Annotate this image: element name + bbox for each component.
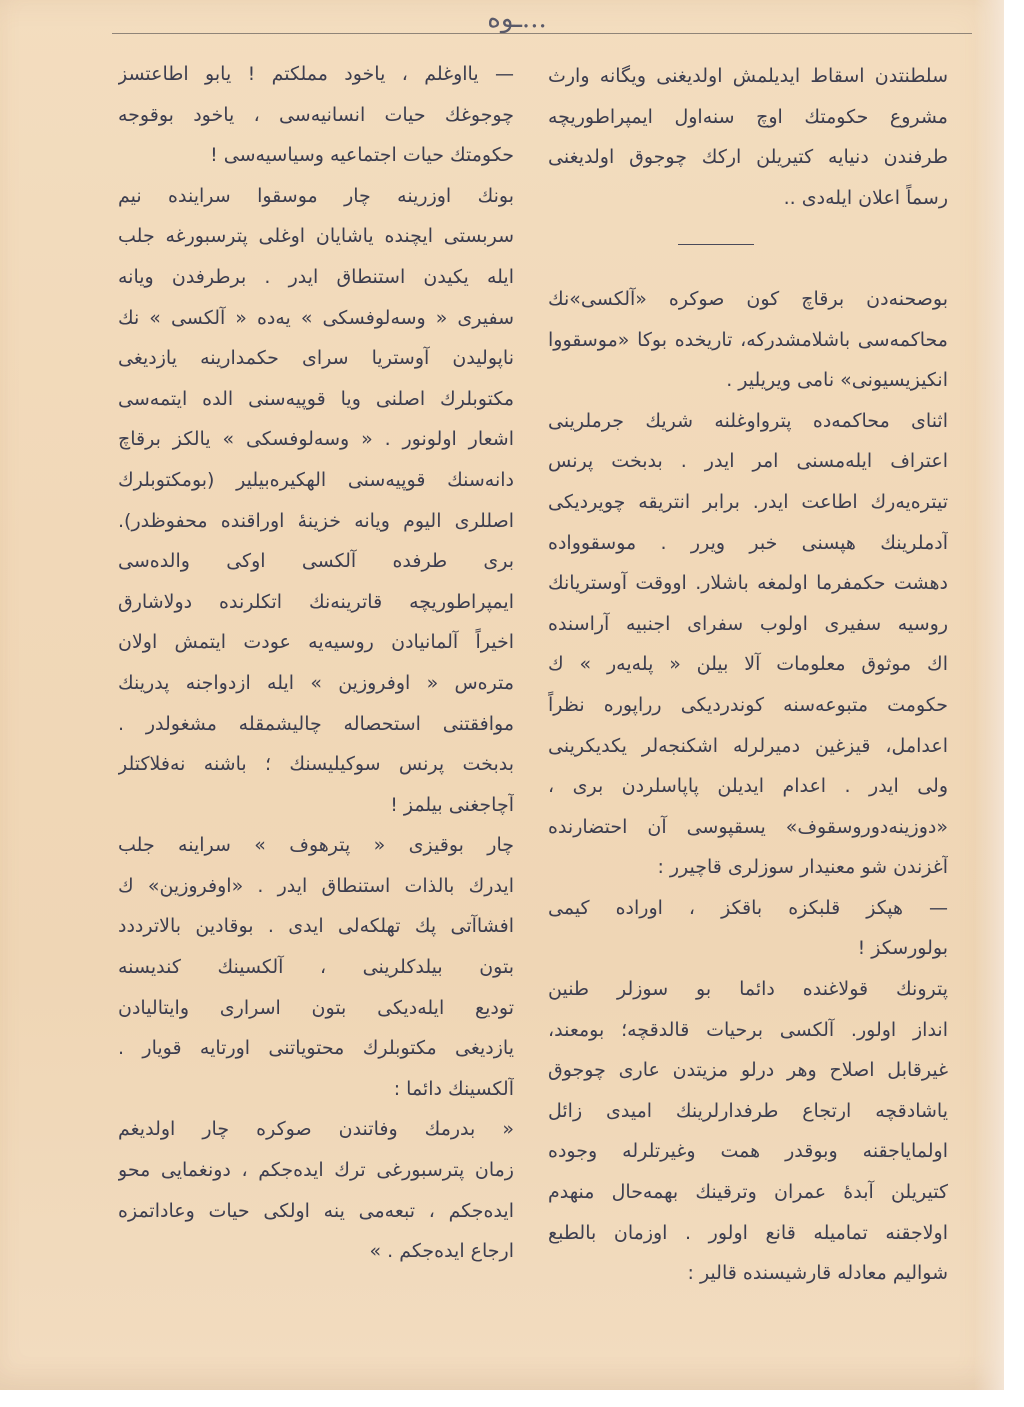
text-line: رسماً اعلان ایله‌دی .. bbox=[783, 186, 948, 209]
text-line: ایله یکیدن استنطاق ایدر . برطرفدن ویانه bbox=[118, 265, 514, 288]
text-line: یاشادقچه ارتجاع طرفدارلرینك امیدی زائل bbox=[548, 1099, 948, 1122]
text-line: افشاآتی پك تهلکه‌لی ایدی . بوقادین بالاترددد bbox=[118, 915, 514, 938]
text-line: بدبخت پرنس سوکیلیسنك ؛ باشنه نه‌فلاکتلر bbox=[118, 753, 514, 776]
text-line: اصللری الیوم ویانه خزینهٔ اوراقنده محفوظدر). bbox=[118, 509, 514, 532]
text-line: سربستی ایچنده یاشایان اوغلی پترسبورغه جلب bbox=[118, 225, 514, 248]
text-line: پترونك قولاغنده دائما بو سوزلر طنین bbox=[548, 978, 948, 1001]
text-line: اك موثوق معلومات آلا بیلن « پله‌یه‌ر » ك bbox=[548, 653, 948, 676]
text-line: ناپولیدن آوستریا سرای حکمدارینه یازدیغی bbox=[118, 347, 514, 370]
right-column bbox=[548, 56, 948, 1294]
text-line: چوجوغك حیات انسانیه‌سی ، یاخود بوقوجه bbox=[118, 103, 514, 126]
text-line: مترەس « اوفروزین » ایله ازدواجنه پدرینك bbox=[118, 671, 514, 694]
text-line: اشعار اولونور . « وسه‌لوفسکی » یالکز برقاچ bbox=[118, 428, 514, 451]
text-line: بوصحنه‌دن برقاچ کون صوکره «آلکسی»نك bbox=[548, 287, 948, 310]
text-line: مکتوبلرك اصلنی ویا قوپیه‌سنی الده ایتمه‌سی bbox=[118, 387, 514, 410]
header-rule bbox=[112, 4, 972, 38]
page-number-mark: ...ـوه bbox=[487, 4, 547, 34]
text-line: — یااوغلم ، یاخود مملکتم ! یابو اطاعتسز bbox=[118, 63, 514, 85]
text-line: « بدرمك وفاتندن صوکره چار اولدیغم bbox=[118, 1118, 514, 1141]
text-line: اخیراً آلمانیادن روسیه‌یه عودت ایتمش اولان bbox=[118, 631, 514, 654]
text-line: روسیه سفیری اولوب سفرای اجنبیه آراسنده bbox=[548, 612, 948, 635]
text-line: بری طرفده آلکسی اوکی والده‌سی bbox=[118, 550, 514, 573]
text-line: بتون بیلدکلرینی ، آلکسینك کندیسنه bbox=[118, 956, 514, 979]
text-line: ارجاع ایده‌جکم . » bbox=[369, 1240, 514, 1263]
text-line: ولی ایدر . اعدام ایدیلن پاپاسلردن بری ، bbox=[548, 775, 948, 798]
text-line: اولمایاجقنه وبوقدر همت وغیرتلرله وجوده bbox=[548, 1140, 948, 1163]
text-line: زمان پترسبورغی ترك ایده‌جکم ، دونغمایی محو bbox=[118, 1159, 514, 1182]
text-line: «دوزینه‌دوروسقوف» یسقپوسی آن احتضارنده bbox=[548, 815, 948, 838]
section-spacer bbox=[548, 259, 948, 279]
text-line: آلکسینك دائما : bbox=[393, 1077, 514, 1100]
section-divider bbox=[548, 218, 948, 259]
text-line: سفیری « وسه‌لوفسکی » یه‌ده « آلکسی » نك bbox=[118, 306, 514, 329]
text-line: ایمپراطوریچه قاترینه‌نك اتکلرنده دولاشارق bbox=[118, 590, 514, 613]
text-line: موافقتنی استحصاله چالیشمقله مشغولدر . bbox=[118, 712, 514, 735]
text-line: ایدرك بالذات استنطاق ایدر . «اوفروزین» ك bbox=[118, 874, 514, 897]
text-line: سلطنتدن اسقاط ایدیلمش اولدیغنی ویگانه وارث bbox=[548, 65, 948, 87]
text-line: شوالیم معادله قارشیسنده قالیر : bbox=[687, 1262, 948, 1285]
text-line: آغزندن شو معنیدار سوزلری قاچیرر : bbox=[657, 856, 948, 879]
text-line: چار بوقیزی « پترهوف » سراینه جلب bbox=[118, 834, 514, 857]
text-line: محاکمه‌سی باشلامشدرکه، تاریخده بوکا «موسقووا bbox=[548, 328, 948, 351]
text-line: بونك اوزرینه چار موسقوا سراینده نیم bbox=[118, 184, 514, 207]
text-line: طرفندن دنیایه کتیریلن ارکك چوجوق اولدیغنی bbox=[548, 146, 948, 169]
text-line: حکومتك حیات اجتماعیه وسیاسیه‌سی ! bbox=[210, 144, 514, 167]
text-line: دهشت حکمفرما اولمغه باشلار. اووقت آوستریانك bbox=[548, 572, 948, 595]
text-line: آچاجغنی بیلمز ! bbox=[390, 793, 514, 816]
text-line: اعتراف ایله‌مسنی امر ایدر . بدبخت پرنس bbox=[548, 450, 948, 473]
text-line: آدملرینك هپسنی خبر ویرر . موسقوواده bbox=[548, 531, 948, 554]
text-line: کتیریلن آبدهٔ عمران وترقینك بهمه‌حال منهدم bbox=[548, 1181, 948, 1204]
text-line: — هپکز قلبکزه باقکز ، اوراده کیمی bbox=[548, 896, 948, 919]
text-line: ایده‌جکم ، تبعه‌می ینه اولکی حیات وعاداتمزه bbox=[118, 1199, 514, 1222]
header-line bbox=[112, 33, 972, 34]
text-line: غیرقابل اصلاح وهر درلو مزیتدن عاری چوجوق bbox=[548, 1059, 948, 1082]
text-line: تیتره‌یه‌رك اطاعت ایدر. برابر انتریقه چویردیکی bbox=[548, 490, 948, 513]
text-line: اثنای محاکمه‌ده پترواوغلنه شریك جرملرینی bbox=[548, 409, 948, 432]
text-line: اعدامل، قیزغین دمیرلرله اشکنجه‌لر یکدیکرینی bbox=[548, 734, 948, 757]
text-line: حکومت متبوعه‌سنه کوندردیکی رراپوره نظراً bbox=[548, 693, 948, 716]
text-line: یازدیغی مکتوبلرك محتویاتنی اورتایه قویار . bbox=[118, 1037, 514, 1060]
text-line: اولاجقنه تماميله قانع اولور . اوزمان بالطبع bbox=[548, 1221, 948, 1244]
text-line: تودیع ایله‌دیکی بتون اسراری وایتالیادن bbox=[118, 996, 514, 1019]
left-column bbox=[118, 54, 514, 1272]
text-line: انکیزیسیونی» نامی ویریلیر . bbox=[726, 369, 948, 392]
text-line: بولورسکز ! bbox=[857, 937, 948, 960]
text-line: مشروع حکومتك اوچ سنه‌اول ایمپراطوریچه bbox=[548, 105, 948, 128]
text-line: انداز اولور. آلکسی برحیات قالدقچه؛ بومعند، bbox=[548, 1018, 948, 1041]
text-line: دانه‌سنك قوپیه‌سنی الهکیره‌بیلیر (بومکتوبلرك bbox=[118, 468, 514, 491]
